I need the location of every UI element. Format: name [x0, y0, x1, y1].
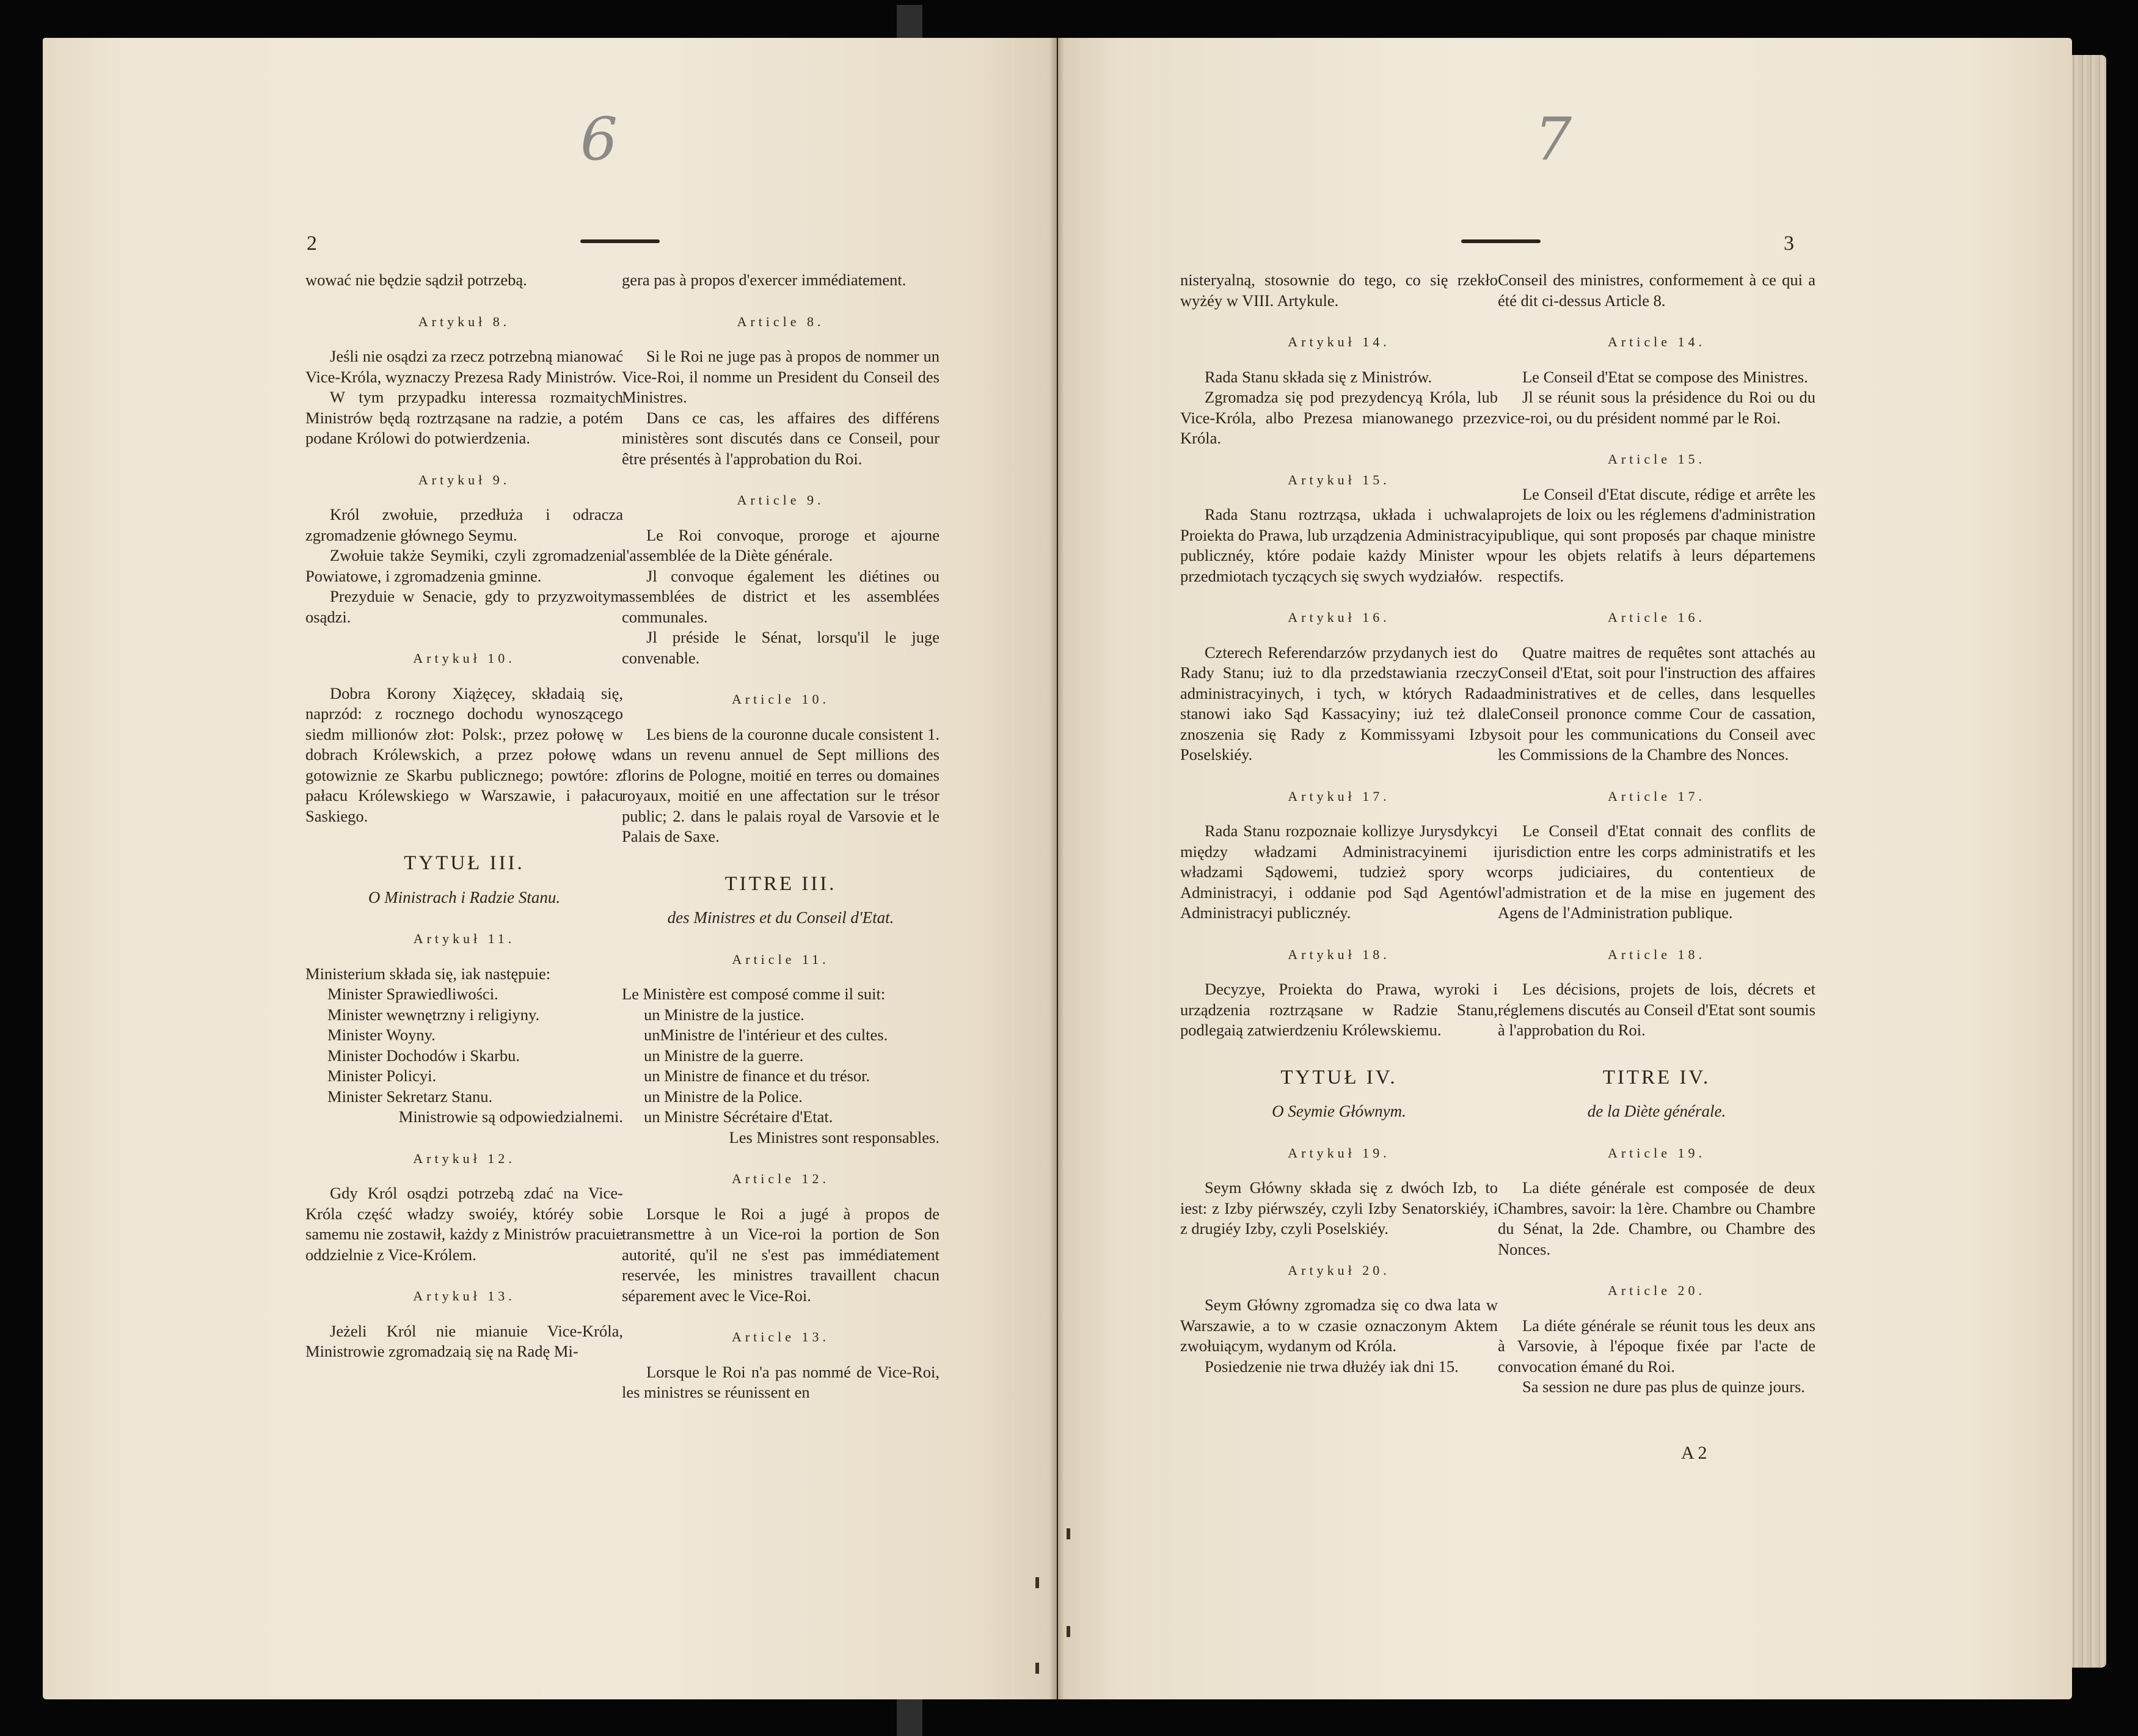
pencil-folio-number: 6: [580, 105, 618, 173]
polish-text-column: [305, 270, 623, 1362]
list-item: Ministerium składa się, iak następuie:: [305, 964, 551, 983]
page-edge-stack: [2070, 55, 2106, 1668]
article-heading: Artykuł 9.: [418, 472, 511, 487]
article-heading: Article 12.: [731, 1171, 830, 1186]
paragraph: Jl préside le Sénat, lorsqu'il le juge convenable.: [622, 628, 939, 667]
right-page: [1058, 38, 2072, 1699]
article-heading: Article 11.: [732, 951, 830, 967]
stitch-mark: [1035, 1577, 1039, 1588]
article-heading: Article 13.: [731, 1329, 830, 1344]
list-item: un Ministre de finance et du trésor.: [644, 1067, 870, 1085]
paragraph: Rada Stanu roztrząsa, układa i uchwala Proiekta do Prawa, lub urządzenia Administracyi publicznéy, które podaie każdy Minister w przedmiotach tyczących się swych wydziałów.: [1180, 505, 1498, 585]
paragraph: Dobra Korony Xiążęcey, składaią się, naprzód: z rocznego dochodu wynoszącego siedm millionów złot: Polsk:, przez połowę w dobrach Królewskich, a przez połowę w gotowiznie ze Skarbu publicznego; powtóre: z pałacu Królewskiego w Warszawie, i pałacu Saskiego.: [305, 684, 623, 825]
article-list: [305, 964, 623, 1128]
stitch-mark: [1067, 1626, 1070, 1637]
paragraph: gera pas à propos d'exercer immédiatement.: [622, 271, 907, 289]
paragraph: Rada Stanu składa się z Ministrów.: [1205, 367, 1432, 386]
running-head-page-number: 3: [1784, 232, 1794, 255]
pencil-folio-number: 7: [1534, 105, 1572, 173]
paragraph: Le Conseil d'Etat connait des conflits de jurisdiction entre les corps administratifs et les corps judiciaires, du contentieux de l'admistration et de la mise en jugement des Agens de l'Administration publique.: [1498, 822, 1815, 922]
article-heading: Article 8.: [737, 313, 825, 329]
title-heading: TYTUŁ IV.: [1280, 1066, 1398, 1089]
paragraph: Le Conseil d'Etat se compose des Ministres.: [1522, 367, 1808, 386]
list-item: Ministrowie są odpowiedzialnemi.: [398, 1107, 623, 1126]
article-heading: Article 19.: [1607, 1145, 1706, 1161]
paragraph: Jeśli nie osądzi za rzecz potrzebną mianować Vice-Króla, wyznaczy Prezesa Rady Ministrów.: [305, 347, 623, 386]
paragraph: Lorsque le Roi a jugé à propos de transmettre à un Vice-roi la portion de Son autorité, qu'il ne s'est pas immédiatement reservée, les ministres travaillent chacun séparement avec le Vice-Roi.: [622, 1204, 939, 1305]
paragraph: Posiedzenie nie trwa dłużéy iak dni 15.: [1205, 1357, 1459, 1376]
paragraph: Król zwołuie, przedłuża i odracza zgromadzenie głównego Seymu.: [305, 505, 623, 544]
paragraph: Le Roi convoque, proroge et ajourne l'assemblée de la Diète générale.: [622, 525, 939, 564]
list-item: Minister Policyi.: [327, 1067, 437, 1085]
list-item: Minister wewnętrzny i religiyny.: [327, 1005, 540, 1024]
list-item: Les Ministres sont responsables.: [729, 1128, 939, 1147]
article-heading: Article 10.: [731, 691, 830, 707]
polish-text-column: [1180, 270, 1498, 1377]
signature-mark: A 2: [1681, 1443, 1707, 1463]
book-gutter: [1049, 38, 1064, 1699]
paragraph: La diéte générale se réunit tous les deux ans à Varsovie, à l'époque fixée par l'acte de convocation émané du Roi.: [1498, 1316, 1815, 1376]
list-item: un Ministre de la justice.: [644, 1005, 804, 1024]
article-heading: Artykuł 17.: [1288, 788, 1390, 804]
article-heading: Artykuł 18.: [1288, 946, 1390, 962]
paragraph: Jl convoque également les diétines ou assemblées de district et les assemblées communales.: [622, 566, 939, 626]
paragraph: Seym Główny zgromadza się co dwa lata w Warszawie, a to w czasie oznaczonym Aktem zwołuiącym, wydanym od Króla.: [1180, 1296, 1498, 1355]
article-heading: Article 16.: [1607, 610, 1706, 625]
paragraph: Jl se réunit sous la présidence du Roi ou du vice-roi, ou du président nommé par le Roi.: [1498, 388, 1815, 427]
title-subheading: des Ministres et du Conseil d'Etat.: [667, 908, 894, 927]
article-heading: Article 9.: [737, 492, 825, 508]
title-heading: TYTUŁ III.: [404, 852, 525, 874]
paragraph: wować nie będzie sądził potrzebą.: [305, 271, 527, 289]
paragraph: Lorsque le Roi n'a pas nommé de Vice-Roi, les ministres se réunissent en: [622, 1362, 939, 1401]
paragraph: Czterech Referendarzów przydanych iest do Rady Stanu; iuż to dla przedstawiania rzeczy administracyinych, i tych, w których Rada stanowi iako Sąd Kassacyiny; iuż też dla znoszenia się Rady z Kommissyami Izby Poselskiéy.: [1180, 643, 1498, 764]
paragraph: Le Conseil d'Etat discute, rédige et arrête les projets de loix ou les réglemens d'administration publique, qui sont proposés par chaque ministre pour les objets relatifs à leurs départemens respectifs.: [1498, 484, 1815, 585]
list-item: un Ministre de la guerre.: [644, 1046, 804, 1065]
paragraph: Si le Roi ne juge pas à propos de nommer un Vice-Roi, il nomme un President du Conseil des Ministres.: [622, 347, 939, 406]
article-heading: Artykuł 13.: [413, 1288, 516, 1304]
article-heading: Article 17.: [1607, 788, 1706, 804]
article-list: [622, 984, 939, 1148]
paragraph: Sa session ne dure pas plus de quinze jours.: [1522, 1377, 1805, 1396]
left-page: [43, 38, 1057, 1699]
title-heading: TITRE III.: [724, 872, 837, 895]
list-item: un Ministre Sécrétaire d'Etat.: [644, 1107, 833, 1126]
head-ornament-rule: [1461, 239, 1541, 243]
paragraph: Les biens de la couronne ducale consistent 1. dans un revenu annuel de Sept millions des florins de Pologne, moitié en terres ou domaines royaux, moitié en une affectation sur le trésor public; 2. dans le palais royal de Varsovie et le Palais de Saxe.: [622, 724, 939, 845]
article-heading: Article 15.: [1607, 451, 1706, 467]
paragraph: Prezyduie w Senacie, gdy to przyzwoitym osądzi.: [305, 587, 623, 626]
article-heading: Artykuł 16.: [1288, 610, 1390, 625]
stitch-mark: [1067, 1528, 1070, 1539]
paragraph: Seym Główny składa się z dwóch Izb, to iest: z Izby piérwszéy, czyli Izby Senatorskiéy, i z drugiéy Izby, czyli Poselskiéy.: [1180, 1178, 1498, 1238]
stitch-mark: [1035, 1663, 1039, 1674]
title-heading: TITRE IV.: [1602, 1066, 1711, 1089]
paragraph: La diéte générale est composée de deux Chambres, savoir: la 1ère. Chambre ou Chambre du Sénat, la 2de. Chambre, ou Chambre des Nonces.: [1498, 1178, 1815, 1258]
head-ornament-rule: [580, 239, 660, 243]
list-item: unMinistre de l'intérieur et des cultes.: [644, 1026, 888, 1044]
list-item: Minister Sprawiedliwości.: [327, 985, 498, 1003]
list-item: Minister Woyny.: [327, 1026, 436, 1044]
article-heading: Article 14.: [1607, 334, 1706, 349]
french-text-column: [622, 270, 939, 1403]
paragraph: Gdy Król osądzi potrzebą zdać na Vice-Króla część władzy swoiéy, któréy sobie samemu nie zostawił, każdy z Ministrów pracuie oddzielnie z Vice-Królem.: [305, 1184, 623, 1264]
article-heading: Artykuł 15.: [1288, 472, 1390, 487]
paragraph: Les décisions, projets de lois, décrets et réglemens discutés au Conseil d'Etat sont soumis à l'approbation du Roi.: [1498, 980, 1815, 1039]
paragraph: Zwołuie także Seymiki, czyli zgromadzenia Powiatowe, i zgromadzenia gminne.: [305, 546, 623, 585]
title-subheading: de la Diète générale.: [1587, 1102, 1726, 1120]
article-heading: Artykuł 19.: [1288, 1145, 1390, 1161]
article-heading: Artykuł 10.: [413, 651, 516, 666]
article-heading: Artykuł 12.: [413, 1150, 516, 1166]
list-item: Le Ministère est composé comme il suit:: [622, 985, 886, 1003]
running-head-page-number: 2: [307, 232, 317, 255]
paragraph: Jeżeli Król nie mianuie Vice-Króla, Ministrowie zgromadzaią się na Radę Mi-: [305, 1321, 623, 1360]
paragraph: Quatre maitres de requêtes sont attachés au Conseil d'Etat, soit pour l'instruction des affaires administratives et de celles, dans lesquelles leConseil prononce comme Cour de cassation, soit pour les communications du Conseil avec les Commissions de la Chambre des Nonces.: [1498, 643, 1815, 764]
french-text-column: [1498, 270, 1815, 1398]
paragraph: Rada Stanu rozpoznaie kollizye Jurysdykcyi między władzami Administracyinemi i władzami Sądowemi, tudzież spory w Administracyi, i oddanie pod Sąd Agentów Administracyi publicznéy.: [1180, 822, 1498, 922]
title-subheading: O Ministrach i Radzie Stanu.: [368, 888, 561, 906]
paragraph: Decyzye, Proiekta do Prawa, wyroki i urządzenia roztrząsane w Radzie Stanu, podlegaią zatwierdzeniu Królewskiemu.: [1180, 980, 1498, 1039]
article-heading: Artykuł 8.: [418, 313, 511, 329]
title-subheading: O Seymie Głównym.: [1272, 1102, 1406, 1120]
article-heading: Artykuł 11.: [413, 931, 516, 946]
list-item: Minister Sekretarz Stanu.: [327, 1087, 493, 1106]
list-item: un Ministre de la Police.: [644, 1087, 803, 1106]
article-heading: Artykuł 20.: [1288, 1262, 1390, 1278]
article-heading: Artykuł 14.: [1288, 334, 1390, 349]
paragraph: Dans ce cas, les affaires des différens ministères sont discutés dans ce Conseil, pour être présentés à l'approbation du Roi.: [622, 408, 939, 468]
paragraph: Zgromadza się pod prezydencyą Króla, lub Vice-Króla, albo Prezesa mianowanego przez Króla.: [1180, 388, 1498, 447]
paragraph: W tym przypadku interessa rozmaitych Ministrów będą roztrząsane na radzie, a potém podane Królowi do potwierdzenia.: [305, 388, 623, 447]
list-item: Minister Dochodów i Skarbu.: [327, 1046, 520, 1065]
article-heading: Article 18.: [1607, 946, 1706, 962]
paragraph: Conseil des ministres, conformement à ce qui a été dit ci-dessus Article 8.: [1498, 271, 1815, 310]
paragraph: nisteryalną, stosownie do tego, co się rzekło wyżéy w VIII. Artykule.: [1180, 271, 1498, 310]
article-heading: Article 20.: [1607, 1283, 1706, 1298]
